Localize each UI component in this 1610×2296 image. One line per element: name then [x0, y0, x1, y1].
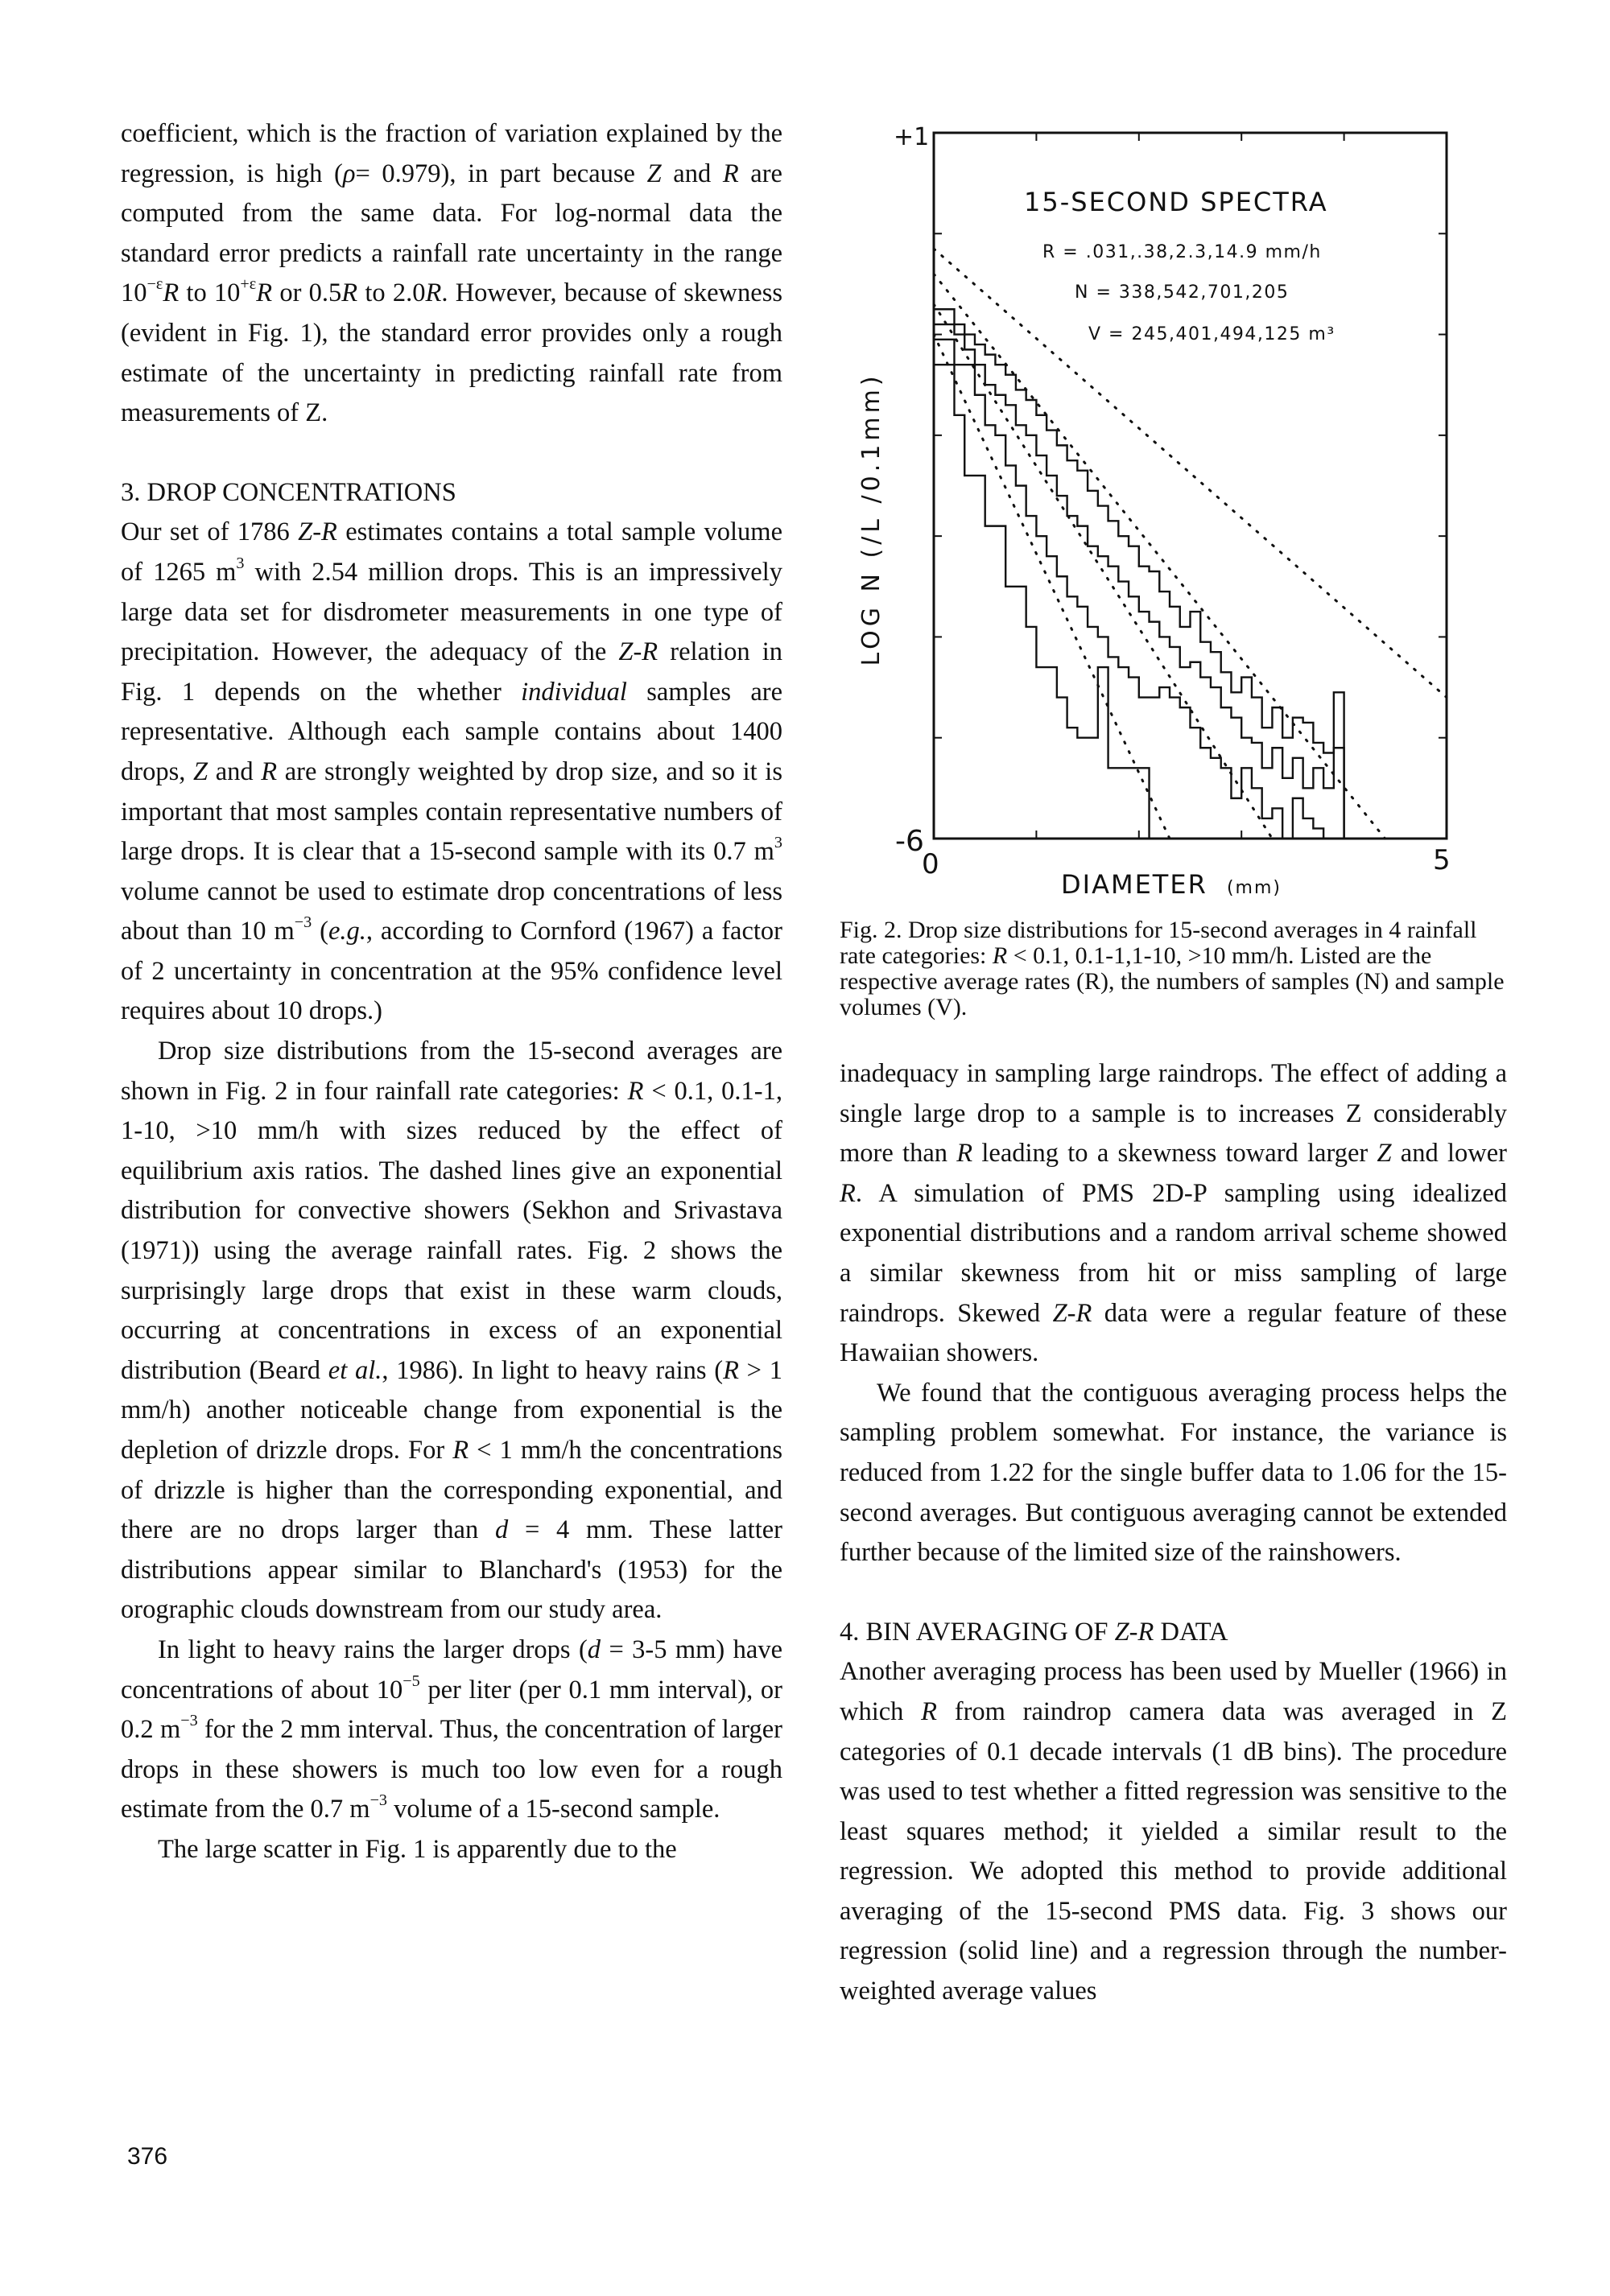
section-heading-3: 3. DROP CONCENTRATIONS — [121, 477, 456, 507]
figure-2-chart — [837, 113, 1530, 901]
paragraph: coefficient, which is the fraction of variation explained by the regression, is high (ρ= 0.979), in part because Z and R are computed from the same data. For log-normal data the standard error predicts a rainfall rate uncertainty in the range $10^{-\varepsilon}R$ to $10^{+\varepsilon}R$ or 0.5R to 2.0R. However, because of skewness (evident in Fig. 1), the standard error provides only a rough estimate of the uncertainty in predicting rainfall rate from measurements of Z. — [121, 119, 782, 428]
y-axis-label: LOG N (/L /0.1mm) — [857, 372, 886, 666]
x-tick-right: 5 — [1433, 844, 1451, 876]
paragraph: inadequacy in sampling large raindrops. The effect of adding a single large drop to a sample is to increases Z considerably more than R leading to a skewness toward larger Z and lower R. A simulation of PMS 2D-P sampling using idealized exponential distributions and a random arrival scheme showed a similar skewness from hit or miss sampling of large raindrops. Skewed Z-R data were a regular feature of these Hawaiian showers. — [840, 1059, 1507, 1368]
y-tick-top: +1 — [894, 123, 930, 151]
paragraph: Another averaging process has been used by Mueller (1966) in which R from raindrop camera data was averaged in Z categories of 0.1 decade intervals (1 dB bins). The procedure was used to test whether a fitted regression was sensitive to the least squares method; it yielded a similar result to the regression. We adopted this method to provide additional averaging of the 15-second PMS data. Fig. 3 shows our regression (solid line) and a regression through the number-weighted average values — [840, 1657, 1507, 2006]
exponential-fit-line — [934, 249, 1447, 698]
y-tick-bottom: -6 — [895, 825, 924, 858]
paragraph: We found that the contiguous averaging process helps the sampling problem somewhat. For instance, the variance is reduced from 1.22 for the single buffer data to 1.06 for the 15-second averages. But contiguous averaging cannot be extended further because of the limited size of the rainshowers. — [840, 1378, 1507, 1568]
figure-caption: Fig. 2. Drop size distributions for 15-second averages in 4 rainfall rate categories: R < 0.1, 0.1-1,1-10, >10 mm/h. Listed are the respective average rates (R), the numbers of samples (N) and sample volumes (V). — [840, 917, 1505, 1020]
paragraph: The large scatter in Fig. 1 is apparently due to the — [158, 1834, 677, 1864]
exponential-fit-line — [934, 335, 1170, 839]
left-column — [121, 114, 782, 1870]
paragraph: Our set of 1786 Z-R estimates contains a total sample volume of 1265 $m^3$ with 2.54 million drops. This is an impressively large data set for disdrometer measurements in one type of precipitation. However, the adequacy of the Z-R relation in Fig. 1 depends on the whether individual samples are representative. Although each sample contains about 1400 drops, Z and R are strongly weighted by drop size, and so it is important that most samples contain representative numbers of large drops. It is clear that a 15-second sample with its 0.7 $m^3$ volume cannot be used to estimate drop concentrations of less about than 10 $m^{-3}$ (e.g., according to Cornford (1967) a factor of 2 uncertainty in concentration at the 95% confidence level requires about 10 drops.) — [121, 517, 782, 1026]
x-axis-unit: (mm) — [1226, 878, 1282, 898]
plot-frame — [934, 133, 1447, 839]
axis-ticks — [934, 133, 1447, 839]
right-column — [840, 1054, 1507, 2012]
exponential-fit-line — [934, 274, 1385, 839]
annotation-r: R = .031,.38,2.3,14.9 mm/h — [1042, 242, 1322, 262]
section-heading-4: 4. BIN AVERAGING OF Z-R DATA — [840, 1617, 1228, 1647]
annotation-n: N = 338,542,701,205 — [1075, 282, 1290, 303]
x-tick-left: 0 — [922, 848, 939, 880]
x-axis-title: DIAMETER — [1061, 869, 1208, 900]
paragraph: In light to heavy rains the larger drops (d = 3-5 mm) have concentrations of about $10^{-5}$ per liter (per 0.1 mm interval), or 0.2 $m^{-3}$ for the 2 mm interval. Thus, the concentration of larger drops in these showers is much too low even for a rough estimate from the 0.7 $m^{-3}$ volume of a 15-second sample. — [121, 1634, 782, 1824]
paragraph: Drop size distributions from the 15-second averages are shown in Fig. 2 in four rainfall rate categories: R < 0.1, 0.1-1, 1-10, >10 mm/h with sizes reduced by the effect of equilibrium axis ratios. The dashed lines give an exponential distribution for convective showers (Sekhon and Srivastava (1971)) using the average rainfall rates. Fig. 2 shows the surprisingly large drops that exist in these warm clouds, occurring at concentrations in excess of an exponential distribution (Beard et al., 1986). In light to heavy rains (R > 1 mm/h) another noticeable change from exponential is the depletion of drizzle drops. For R < 1 mm/h the concentrations of drizzle is higher than the corresponding exponential, and there are no drops larger than d = 4 mm. These latter distributions appear similar to Blanchard's (1953) for the orographic clouds downstream from our study area. — [121, 1037, 782, 1625]
annotation-v: V = 245,401,494,125 m³ — [1088, 324, 1335, 344]
chart-title: 15-SECOND SPECTRA — [1024, 187, 1328, 217]
x-axis-label — [1061, 869, 1282, 900]
page-number: 376 — [127, 2143, 168, 2170]
